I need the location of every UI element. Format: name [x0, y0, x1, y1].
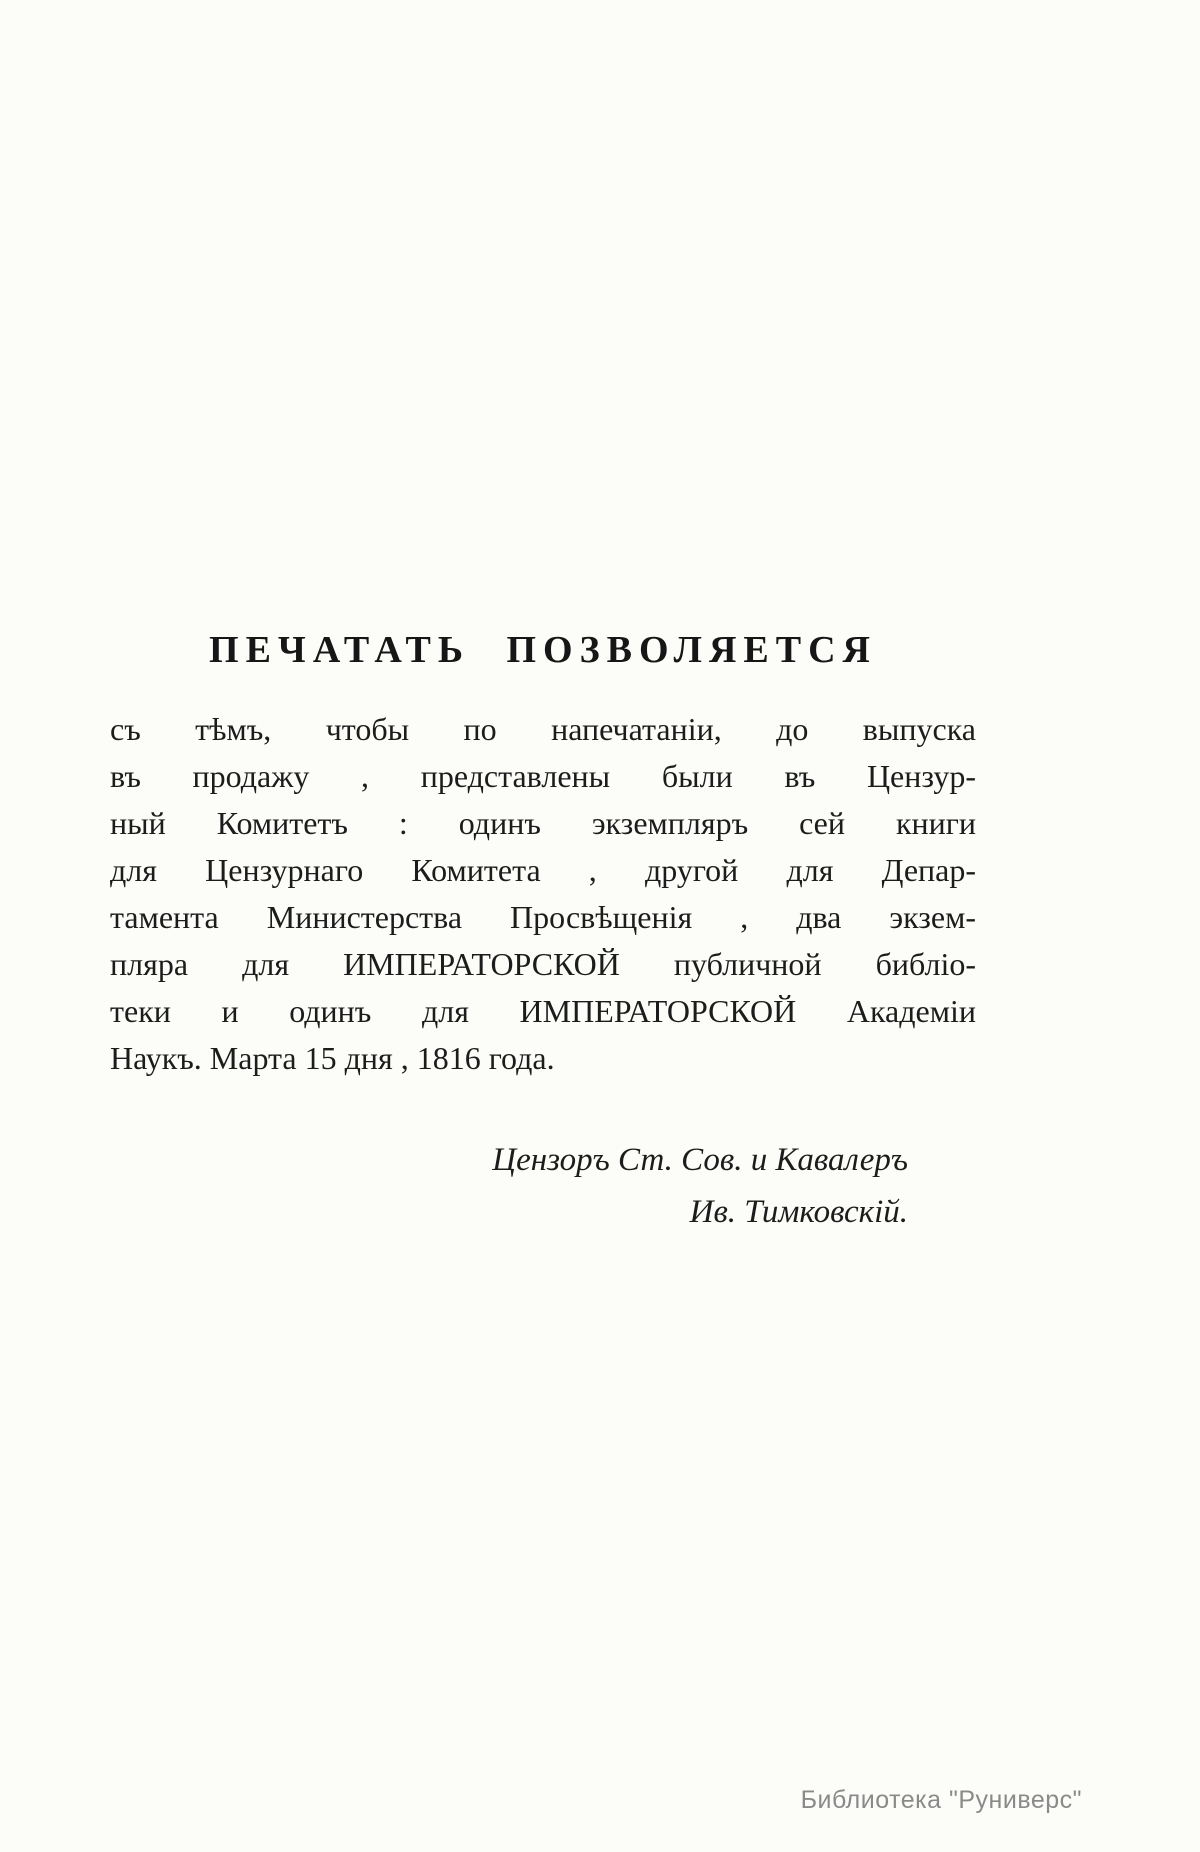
paragraph-line: для Цензурнаго Комитета , другой для Депар- — [110, 852, 976, 888]
censorship-notice-paragraph — [110, 706, 976, 1082]
censor-signature — [110, 1134, 976, 1238]
paragraph-line: пляра для ИМПЕРАТОРСКОЙ публичной библіо- — [110, 946, 976, 982]
paragraph-line: въ продажу , представлены были въ Цензур- — [110, 758, 976, 794]
censor-signature-title: Цензоръ Ст. Сов. и Кавалеръ — [492, 1142, 908, 1178]
paragraph-line: теки и одинъ для ИМПЕРАТОРСКОЙ Академіи — [110, 993, 976, 1029]
library-watermark: Библиотека "Руниверс" — [800, 1786, 1082, 1814]
paragraph-line: Наукъ. Марта 15 дня , 1816 года. — [110, 1040, 555, 1076]
censor-signature-name: Ив. Тимковскій. — [689, 1194, 908, 1230]
paragraph-line: ный Комитетъ : одинъ экземпляръ сей книги — [110, 805, 976, 841]
page-content — [110, 628, 976, 1238]
page-title: ПЕЧАТАТЬ ПОЗВОЛЯЕТСЯ — [209, 629, 877, 671]
paragraph-line: съ тѣмъ, чтобы по напечатаніи, до выпуска — [110, 711, 976, 747]
paragraph-line: тамента Министерства Просвѣщенія , два экзем- — [110, 899, 976, 935]
